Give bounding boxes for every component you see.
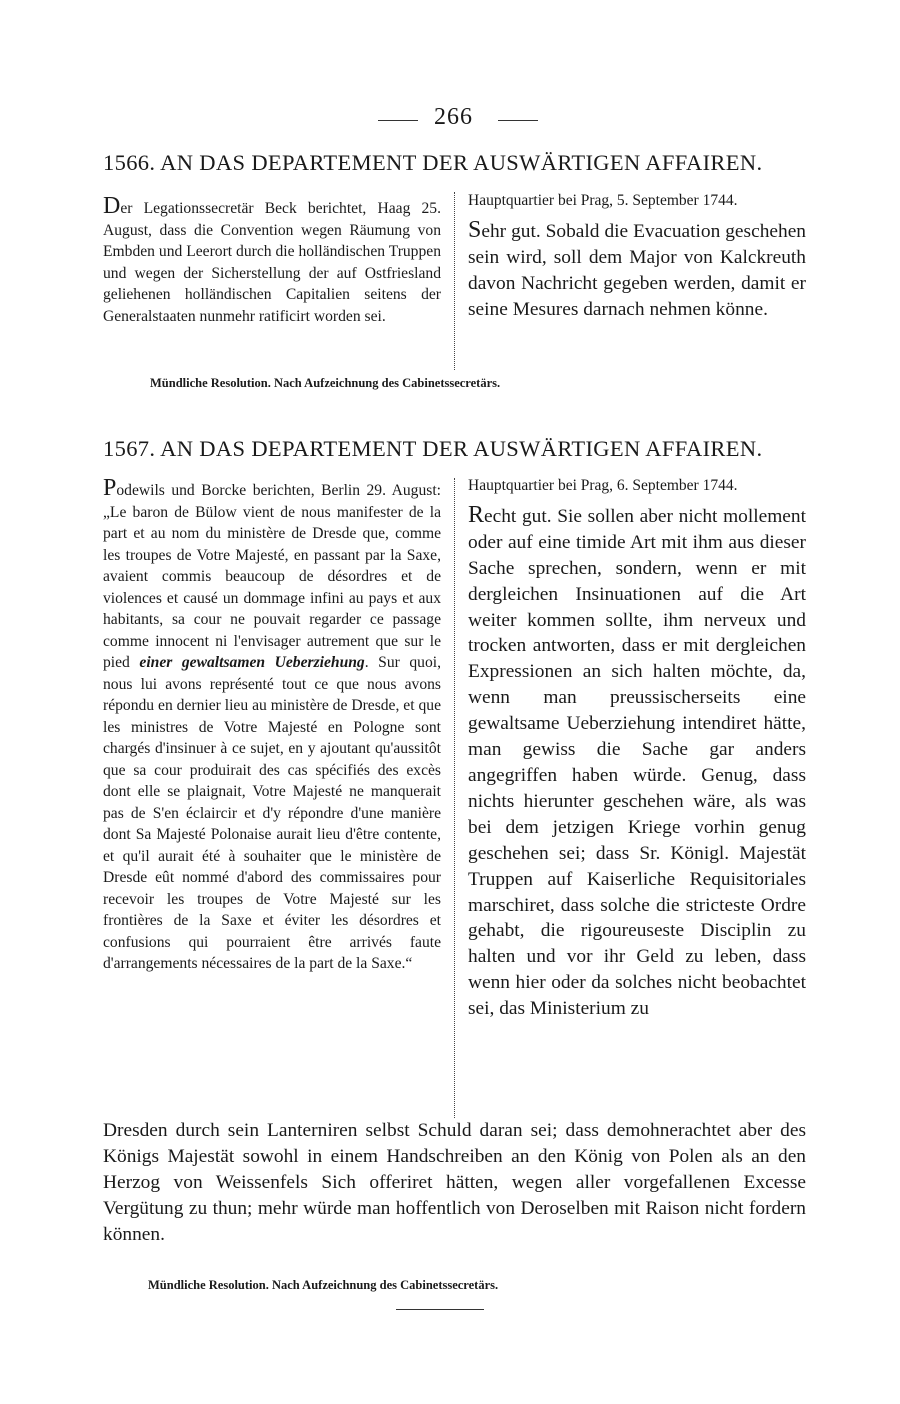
bottom-rule (396, 1309, 484, 1310)
entry-1567-text-continued (103, 1118, 806, 1248)
entry-1566-text-body: ehr gut. Sobald die Evacuation geschehen sein wird, soll dem Major von Kalckreuth davon Nachricht gegeben werden, damit er seine Mesures darnach nehmen könne. (468, 220, 806, 320)
entry-1567-dateline: Hauptquartier bei Prag, 6. September 1744. (468, 477, 738, 494)
entry-1567-summary (103, 475, 441, 975)
entry-1567-text-continued-body: Dresden durch sein Lanterniren selbst Schuld daran sei; dass demohnerachtet aber des Königs Majestät sowohl in einem Handschreiben an den König von Polen als an den Herzog von Weissenfels Sich offeriret hätten, wegen aller vorgefallenen Excesse Vergütung zu thun; mehr würde man hoffentlich von Deroselben mit Raison nicht fordern können. (103, 1120, 806, 1245)
page-number-dash-left (378, 120, 418, 121)
entry-1567-text-initial: R (468, 501, 485, 528)
entry-1567-note: Mündliche Resolution. Nach Aufzeichnung des Cabinetssecretärs. (148, 1278, 499, 1292)
entry-1566-summary (103, 193, 441, 327)
entry-1567-column-divider (454, 478, 455, 1118)
entry-1566-dateline: Hauptquartier bei Prag, 5. September 1744. (468, 192, 738, 209)
entry-1567-summary-text-2: . Sur quoi, nous lui avons représenté tout ce que nous avons répondu en dernier lieu au ministère de Dresde, et que les ministres de Votre Majesté en Pologne sont chargés d'insinuer à ce sujet, en y ajoutant qu'aussitôt que sa cour produirait des cas spécifiés des excès dont elle se plaignait, Votre Majesté ne manquerait pas de S'en éclaircir et d'y répondre d'une manière dont Sa Majesté Polonaise aurait lieu d'être contente, et qu'il aurait été à souhaiter que le ministère de Dresde eût nommé d'abord des commissaires pour recevoir les troupes de Votre Majesté sur les frontières de la Saxe et éviter les désordres et confusions qui pourraient être arrivés faute d'arrangements nécessaires de la part de la Saxe.“ (103, 654, 441, 972)
entry-1567-summary-emphasis: einer gewaltsamen Ueberziehung (139, 654, 365, 671)
entry-1566-heading: 1566. AN DAS DEPARTEMENT DER AUSWÄRTIGEN AFFAIREN. (103, 150, 763, 175)
entry-1567-text-body: echt gut. Sie sollen aber nicht mollement oder auf eine timide Art mit ihm aus dieser Sache sprechen, sondern, wenn er mit dergleichen Insinuationen auf die Art weiter kommen sollte, ihm nerveux und trocken antworten, dass er mit dergleichen Expressionen an sich halten möchte, da, wenn man preussischerseits eine gewaltsame Ueberziehung intendiret hätte, man gewiss die Sache gar anders angegriffen haben würde. Genug, dass nichts hierunter geschehen wäre, als was bei dem jetzigen Kriege vorhin genug geschehen sei; dass Sr. Königl. Majestät Truppen auf Kaiserliche Requisitoriales marschiret, dass solche die stricteste Ordre gehabt, die rigoureuseste Disciplin zu halten und vor ihr Geld zu leben, dass wenn hier oder da solches nicht beobachtet sei, das Ministerium zu (468, 505, 806, 1020)
entry-1567-text (468, 473, 806, 1022)
entry-1566-note: Mündliche Resolution. Nach Aufzeichnung des Cabinetssecretärs. (150, 376, 501, 390)
entry-1566-summary-initial: D (103, 193, 121, 219)
entry-1567-summary-text-1: odewils und Borcke berichten, Berlin 29. August: „Le baron de Bülow vient de nous manifester de la part et au nom du ministère de Dresde que, comme les troupes de Votre Majesté, en passant par la Saxe, avaient commis beaucoup de désordres et de violences et causé un dommage infini au pays et aux habitants, sa cour ne pouvait regarder ce passage comme innocent ni l'envisager autrement que sur le pied (103, 482, 441, 671)
entry-1567-heading: 1567. AN DAS DEPARTEMENT DER AUSWÄRTIGEN AFFAIREN. (103, 436, 763, 461)
page-number-dash-right (498, 120, 538, 121)
entry-1566-text-initial: S (468, 216, 482, 243)
page-number-row (378, 104, 538, 134)
entry-1566-column-divider (454, 192, 455, 370)
entry-1567-summary-initial: P (103, 475, 117, 501)
entry-1566-text (468, 188, 806, 323)
entry-1566-summary-text: er Legationssecretär Beck berichtet, Haag 25. August, dass die Convention wegen Räumung von Embden und Leerort durch die holländischen Truppen und wegen der Sicherstellung der auf Ostfriesland geliehenen holländischen Capitalien seitens der Generalstaaten nunmehr ratificirt worden sei. (103, 200, 441, 325)
page-number: 266 (434, 104, 473, 130)
